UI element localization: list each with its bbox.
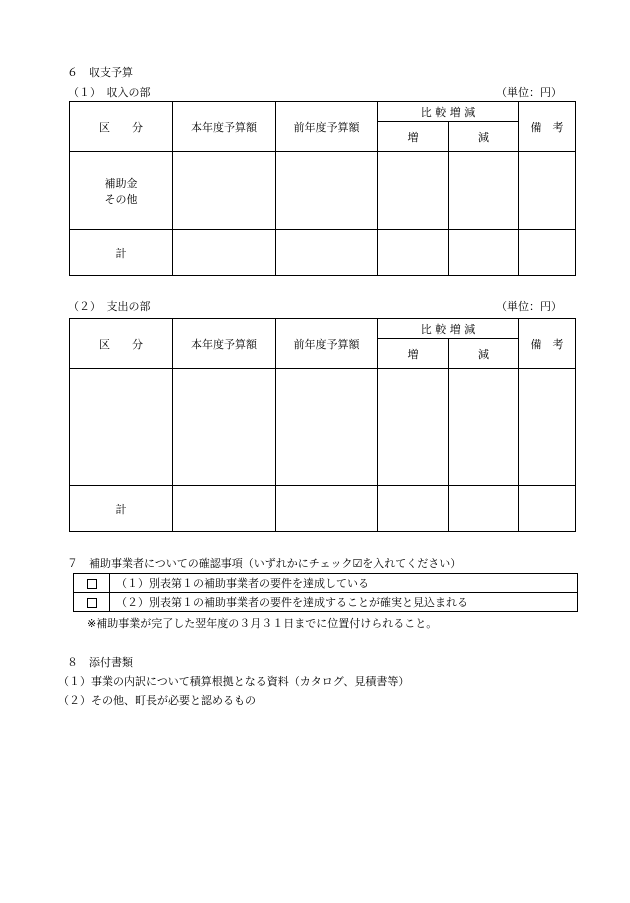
income-remarks-cell	[519, 152, 576, 230]
expense-header-current: 本年度予算額	[173, 319, 276, 369]
expense-header-compare: 比 較 増 減	[378, 319, 519, 339]
income-header-remarks: 備 考	[519, 102, 576, 152]
income-total-increase	[378, 230, 449, 276]
expense-total-increase	[378, 486, 449, 532]
income-total-previous	[276, 230, 378, 276]
expense-decrease-cell	[449, 369, 519, 486]
expense-total-label: 計	[70, 486, 173, 532]
expense-header-remarks: 備 考	[519, 319, 576, 369]
confirmation-table	[73, 573, 578, 612]
expense-heading: （２） 支出の部	[68, 300, 151, 313]
option-2-checkbox[interactable]	[74, 593, 110, 612]
income-decrease-cell	[449, 152, 519, 230]
income-header-increase: 増	[378, 122, 449, 152]
option-1-label: （１）別表第１の補助事業者の要件を達成している	[110, 574, 578, 593]
attachment-item-1: （１）事業の内訳について積算根拠となる資料（カタログ、見積書等）	[58, 675, 410, 688]
expense-total-decrease	[449, 486, 519, 532]
income-row-other: その他	[104, 192, 138, 206]
option-2-label: （２）別表第１の補助事業者の要件を達成することが確実と見込まれる	[110, 593, 578, 612]
section-7-title: ７ 補助事業者についての確認事項（いずれかにチェック☑を入れてください）	[67, 557, 462, 570]
option-1-checkbox[interactable]	[74, 574, 110, 593]
income-total-decrease	[449, 230, 519, 276]
income-unit: （単位：円）	[496, 86, 562, 99]
section-8-title: ８ 添付書類	[67, 656, 133, 669]
expense-table	[69, 318, 576, 532]
section-7-note: ※補助事業が完了した翌年度の３月３１日までに位置付けられること。	[87, 617, 438, 630]
expense-header-decrease: 減	[449, 339, 519, 369]
expense-unit: （単位：円）	[496, 300, 562, 313]
expense-header-category: 区 分	[70, 319, 173, 369]
expense-total-current	[173, 486, 276, 532]
income-header-previous: 前年度予算額	[276, 102, 378, 152]
expense-total-remarks	[519, 486, 576, 532]
income-previous-cell	[276, 152, 378, 230]
income-total-remarks	[519, 230, 576, 276]
income-header-decrease: 減	[449, 122, 519, 152]
section-6-title: ６ 収支予算	[67, 66, 133, 79]
income-table	[69, 101, 576, 276]
income-total-current	[173, 230, 276, 276]
expense-increase-cell	[378, 369, 449, 486]
expense-remarks-cell	[519, 369, 576, 486]
expense-current-cell	[173, 369, 276, 486]
expense-previous-cell	[276, 369, 378, 486]
checkbox-icon	[87, 598, 97, 608]
income-current-cell	[173, 152, 276, 230]
income-header-category: 区 分	[70, 102, 173, 152]
income-header-current: 本年度予算額	[173, 102, 276, 152]
attachment-item-2: （２）その他、町長が必要と認めるもの	[58, 694, 256, 707]
expense-category-cell	[70, 369, 173, 486]
expense-header-increase: 増	[378, 339, 449, 369]
income-total-label: 計	[70, 230, 173, 276]
income-increase-cell	[378, 152, 449, 230]
income-row-subsidy: 補助金	[104, 176, 138, 190]
income-header-compare: 比 較 増 減	[378, 102, 519, 122]
expense-header-previous: 前年度予算額	[276, 319, 378, 369]
expense-total-previous	[276, 486, 378, 532]
checkbox-icon	[87, 579, 97, 589]
income-heading: （１） 収入の部	[68, 86, 151, 99]
income-category-cell	[70, 152, 173, 230]
